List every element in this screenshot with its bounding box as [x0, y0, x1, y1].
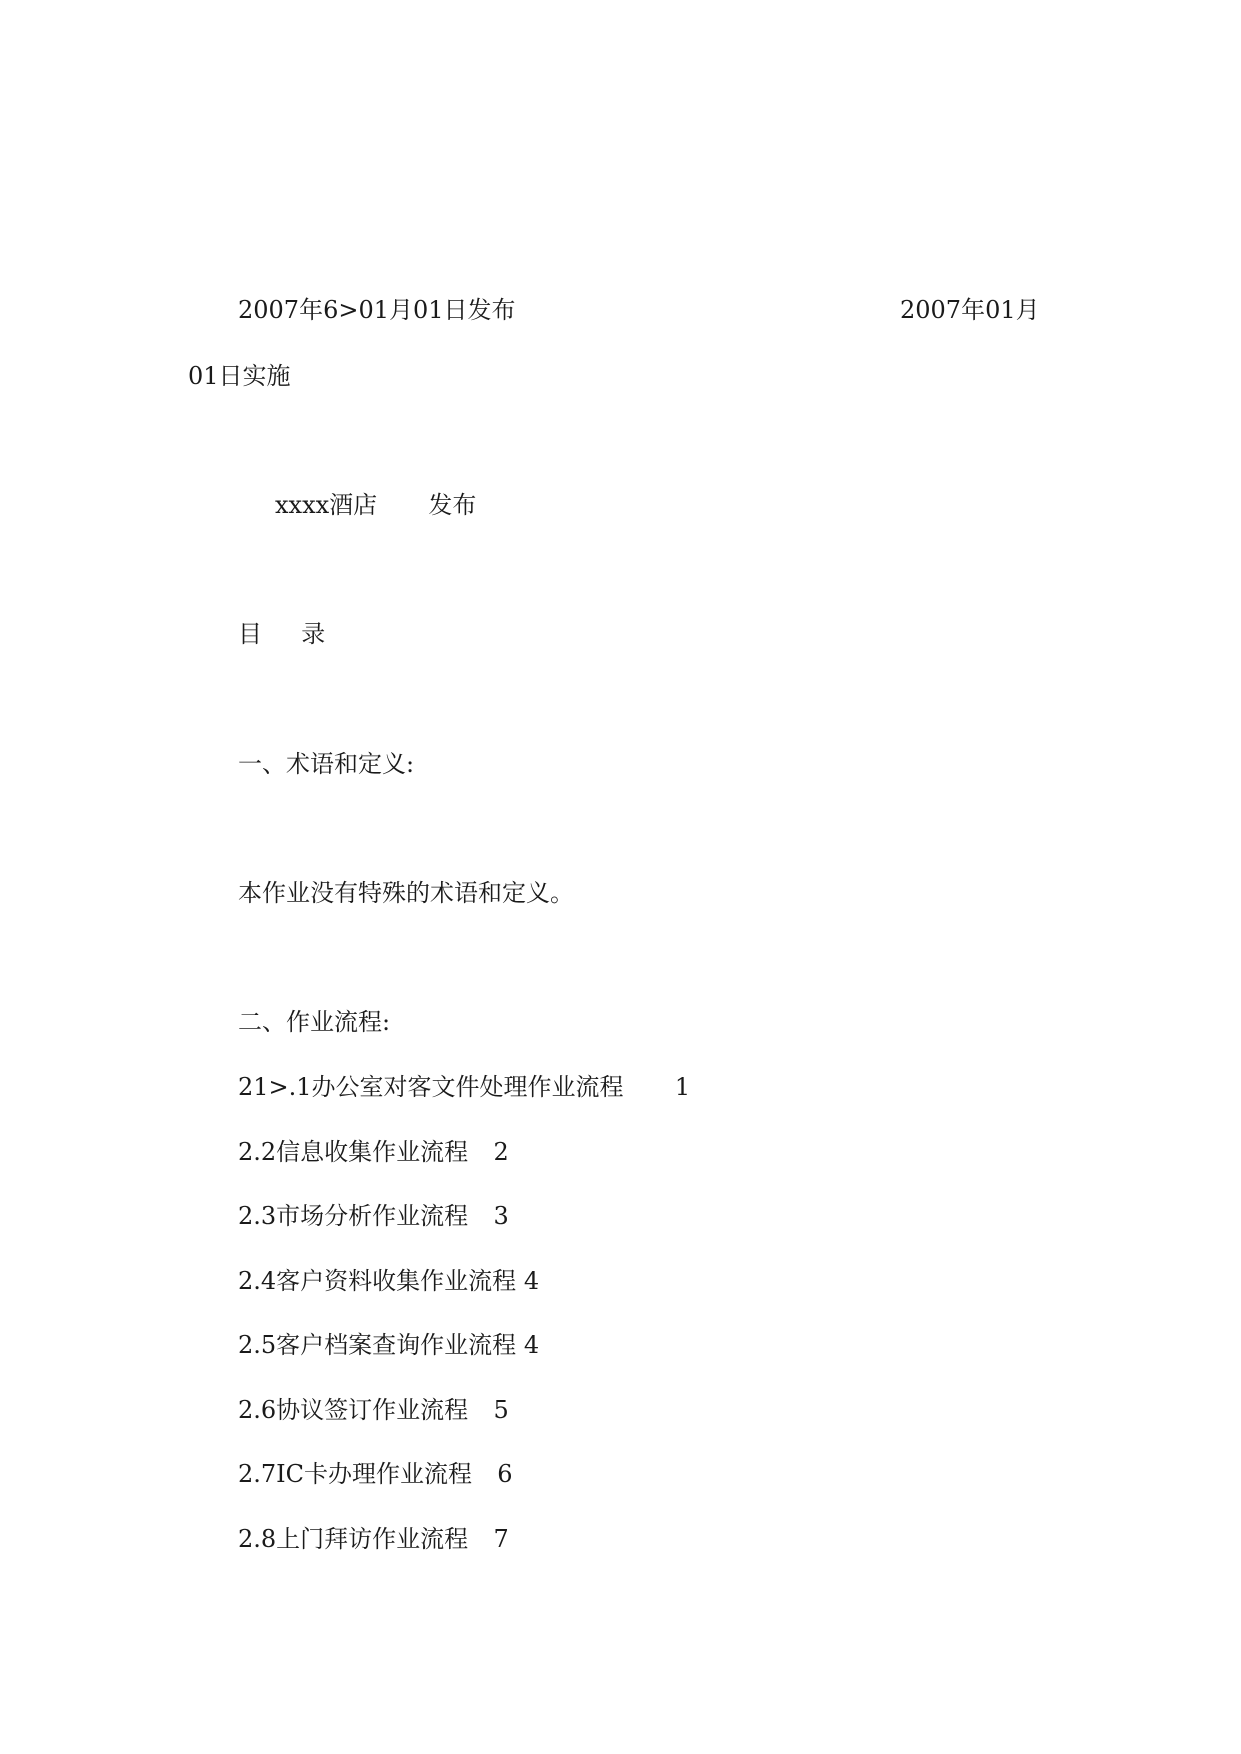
section-heading-1 — [238, 749, 414, 779]
issue-date — [238, 295, 516, 325]
toc-item — [238, 1330, 539, 1360]
effective-date-part1-text: 2007年01月 — [900, 296, 1040, 324]
toc-item-page: 4 — [523, 1331, 540, 1359]
toc-item-page: 3 — [493, 1202, 509, 1230]
toc-item-label: 2.8上门拜访作业流程 — [238, 1525, 469, 1553]
toc-title-part1: 目 — [238, 620, 262, 648]
effective-date-part2 — [188, 361, 291, 391]
publisher-name: xxxx酒店 — [275, 491, 378, 519]
section-heading-2-text: 二、作业流程: — [238, 1008, 391, 1036]
effective-date-part1 — [900, 295, 1040, 325]
toc-title-part2: 录 — [301, 620, 326, 648]
toc-item-label: 2.5客户档案查询作业流程 — [238, 1331, 517, 1359]
toc-item — [238, 1459, 513, 1489]
toc-item-page: 4 — [523, 1267, 540, 1295]
toc-item — [238, 1137, 509, 1167]
toc-item — [238, 1201, 509, 1231]
section-body-1-text: 本作业没有特殊的术语和定义。 — [238, 879, 574, 907]
toc-item-label: 21>.1办公室对客文件处理作业流程 — [238, 1073, 624, 1101]
section-body-1 — [238, 878, 574, 908]
publisher — [275, 490, 476, 520]
toc-item — [238, 1395, 509, 1425]
toc-item-label: 2.4客户资料收集作业流程 — [238, 1267, 517, 1295]
toc-item-label: 2.2信息收集作业流程 — [238, 1138, 469, 1166]
publisher-action: 发布 — [428, 491, 477, 519]
toc-item — [238, 1072, 690, 1102]
section-heading-1-text: 一、术语和定义: — [238, 750, 415, 778]
toc-item-page: 5 — [493, 1396, 509, 1424]
toc-title — [238, 619, 325, 649]
toc-item — [238, 1524, 509, 1554]
toc-item-page: 1 — [674, 1073, 691, 1101]
toc-item-label: 2.3市场分析作业流程 — [238, 1202, 469, 1230]
toc-item — [238, 1266, 539, 1296]
section-heading-2 — [238, 1007, 390, 1037]
toc-item-page: 6 — [497, 1460, 513, 1488]
toc-item-label: 2.6协议签订作业流程 — [238, 1396, 469, 1424]
toc-item-label: 2.7IC卡办理作业流程 — [238, 1460, 473, 1488]
effective-date-part2-text: 01日实施 — [188, 362, 291, 390]
issue-date-text: 2007年6>01月01日发布 — [238, 296, 516, 324]
toc-item-page: 7 — [493, 1525, 509, 1553]
toc-item-page: 2 — [493, 1138, 509, 1166]
